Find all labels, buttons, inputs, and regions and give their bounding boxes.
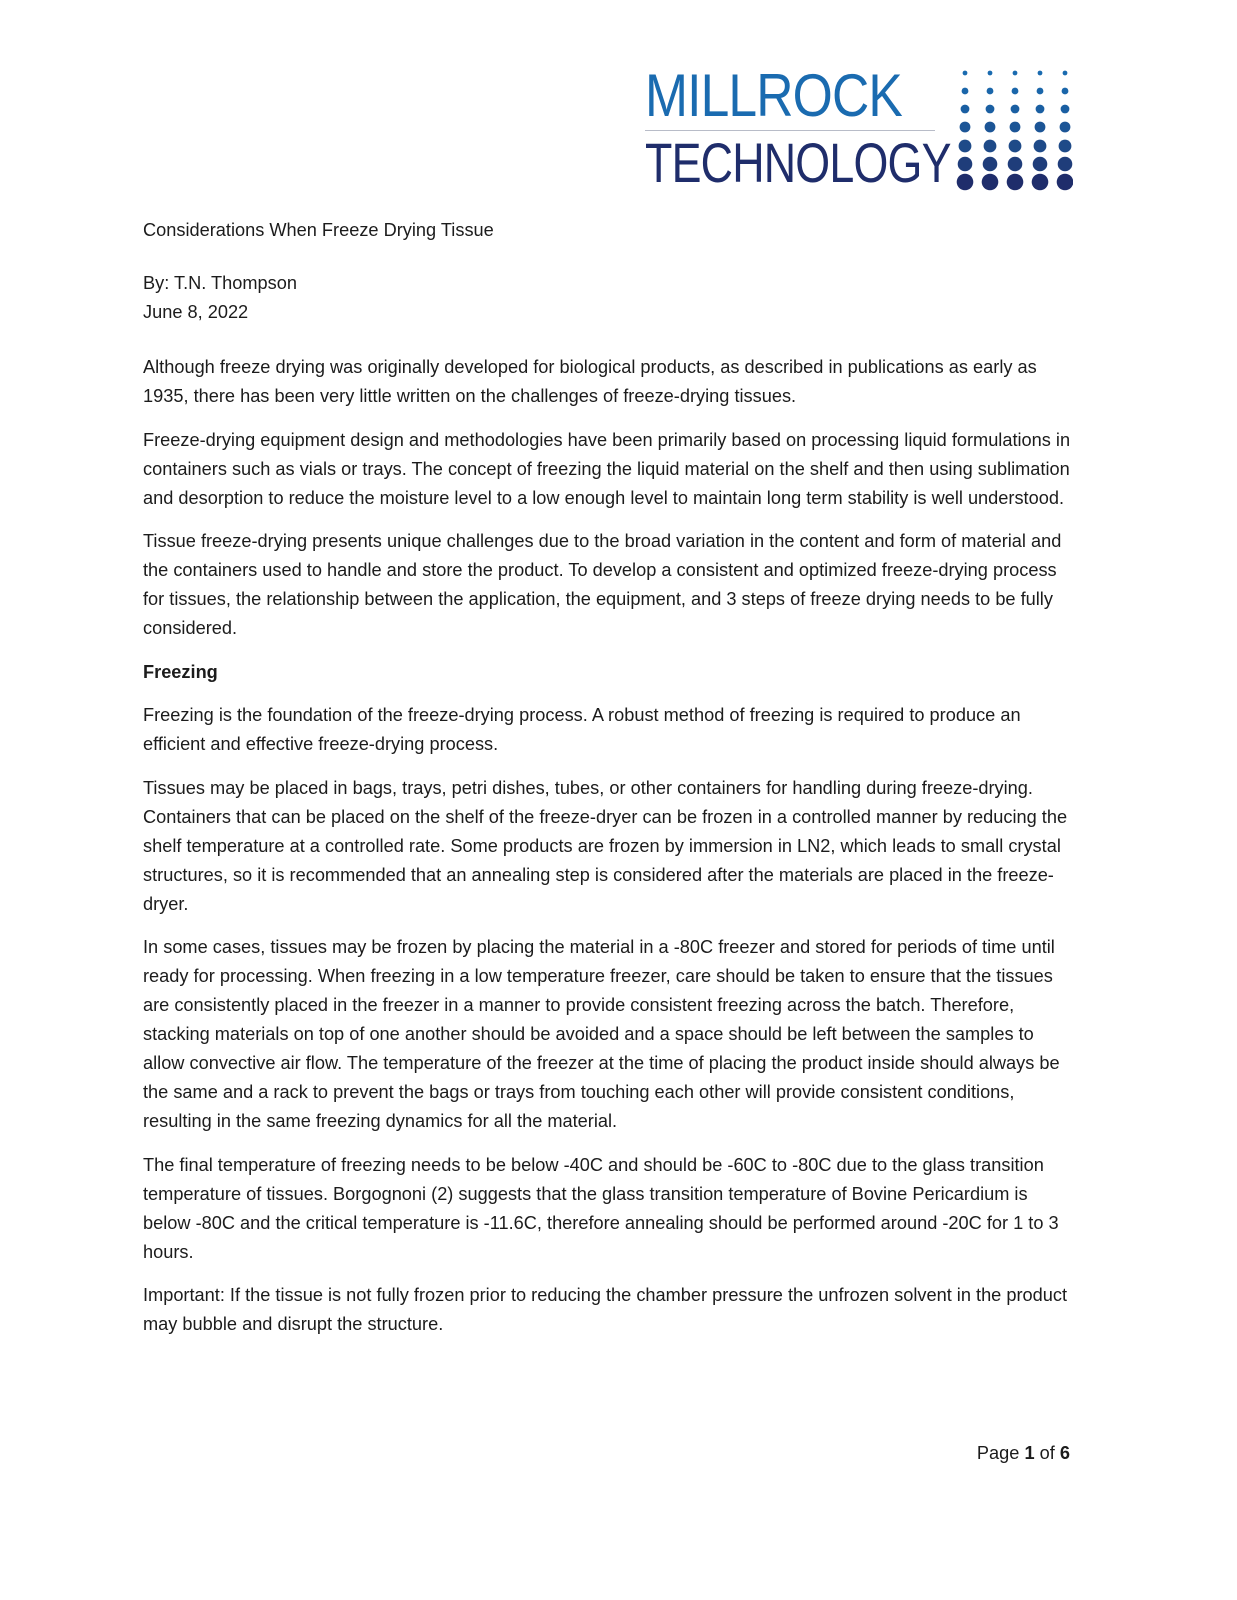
freezing-paragraph-2: Tissues may be placed in bags, trays, petri dishes, tubes, or other containers for handling during freeze-drying. Containers that can be placed on the shelf of the freeze-dryer can be frozen in a controlled manner by reducing the shelf temperature at a controlled rate. Some products are frozen by immersion in LN2, which leads to small crystal structures, so it is recommended that an annealing step is considered after the materials are placed in the freeze-dryer. [143, 777, 1068, 914]
logo-line-technology: TECHNOLOGY [645, 131, 951, 194]
intro-paragraph-3: Tissue freeze-drying presents unique challenges due to the broad variation in the content and form of material and the containers used to handle and store the product. To develop a consistent and optimized freeze-drying process for tissues, the relationship between the application, the equipment, and 3 steps of freeze drying needs to be fully considered. [143, 531, 1062, 638]
author: By: T.N. Thompson [143, 273, 297, 293]
intro-paragraph-2: Freeze-drying equipment design and methodologies have been primarily based on processing liquid formulations in containers such as vials or trays. The concept of freezing the liquid material on the shelf and then using sublimation and desorption to reduce the moisture level to a low enough level to maintain long term stability is well understood. [143, 429, 1071, 508]
freezing-paragraph-4: The final temperature of freezing needs to be below -40C and should be -60C to -80C due to the glass transition temperature of tissues. Borgognoni (2) suggests that the glass transition temperature of Bovine Pericardium is below -80C and the critical temperature is -11.6C, therefore annealing should be performed around -20C for 1 to 3 hours. [143, 1154, 1059, 1262]
logo-dot-grid-icon [953, 66, 1073, 192]
logo-line-millrock: MILLROCK [645, 62, 902, 129]
freezing-paragraph-5: Important: If the tissue is not fully frozen prior to reducing the chamber pressure the unfrozen solvent in the product may bubble and disrupt the structure. [143, 1285, 1068, 1334]
byline [143, 269, 1073, 327]
freezing-paragraph-1: Freezing is the foundation of the freeze-drying process. A robust method of freezing is required to produce an efficient and effective freeze-drying process. [143, 705, 1021, 754]
page-of: of [1039, 1443, 1055, 1463]
page-number [977, 1443, 1070, 1464]
logo-wordmark [645, 62, 951, 194]
freezing-paragraph-3: In some cases, tissues may be frozen by placing the material in a -80C freezer and stored for periods of time until ready for processing. When freezing in a low temperature freezer, care should be taken to ensure that the tissues are consistently placed in the freezer in a manner to provide consistent freezing across the batch. Therefore, stacking materials on top of one another should be avoided and a space should be left between the samples to allow convective air flow. The temperature of the freezer at the time of placing the product inside should always be the same and a rack to prevent the bags or trays from touching each other will provide consistent conditions, resulting in the same freezing dynamics for all the material. [143, 937, 1060, 1131]
page-prefix: Page [976, 1443, 1020, 1463]
intro-paragraph-1: Although freeze drying was originally developed for biological products, as described in publications as early as 1935, there has been very little written on the challenges of freeze-drying tissues. [143, 357, 1037, 406]
page-current: 1 [1024, 1443, 1035, 1463]
date: June 8, 2022 [143, 302, 249, 322]
section-heading-freezing: Freezing [143, 661, 218, 682]
millrock-technology-logo [645, 62, 1075, 196]
document-body [143, 216, 1073, 1354]
page-total: 6 [1059, 1443, 1070, 1463]
document-title: Considerations When Freeze Drying Tissue [143, 220, 494, 240]
